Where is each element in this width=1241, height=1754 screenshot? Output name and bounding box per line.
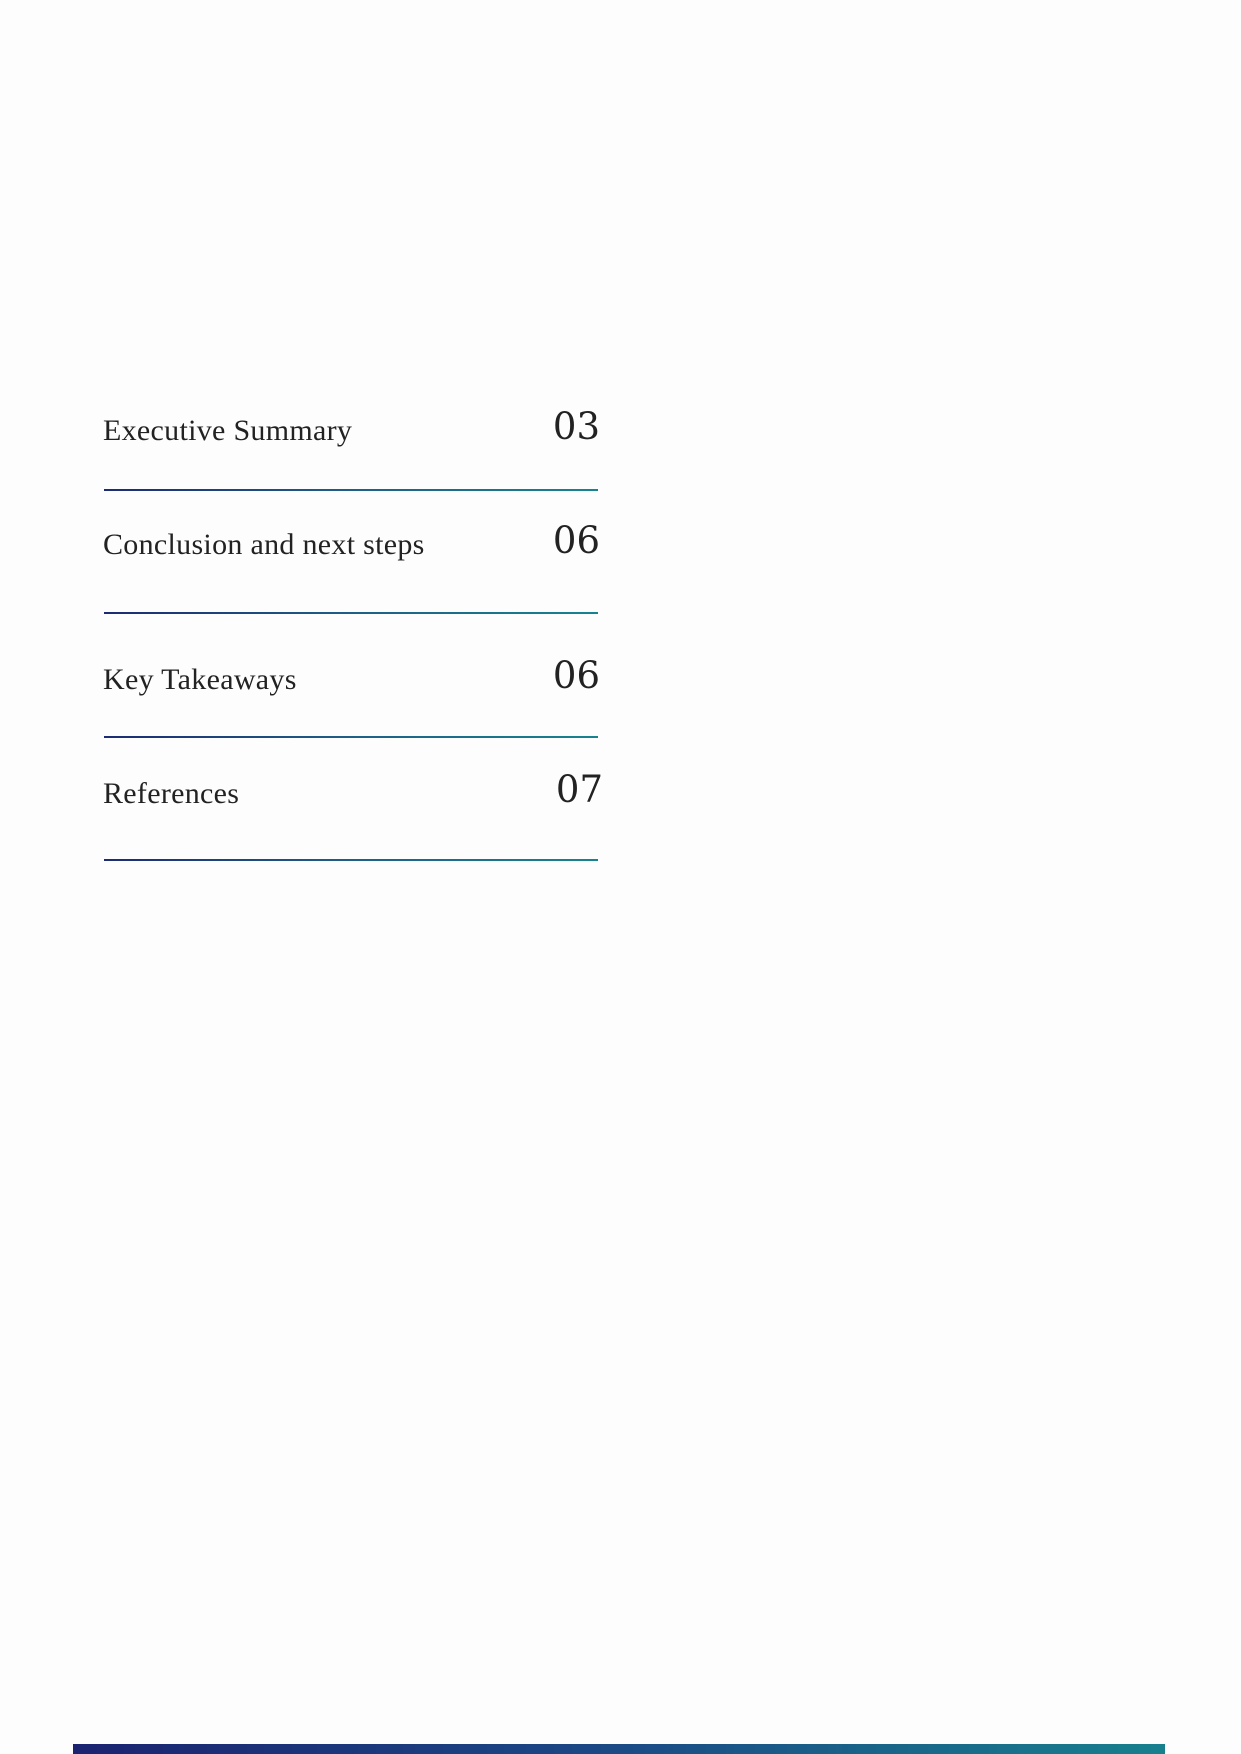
toc-entry-page-number: 07 bbox=[555, 768, 603, 811]
toc-entry-page-number: 03 bbox=[552, 405, 600, 448]
toc-entry-title: Key Takeaways bbox=[103, 663, 297, 696]
toc-entry-title: References bbox=[103, 777, 240, 810]
toc-entry[interactable] bbox=[103, 751, 603, 811]
toc-divider bbox=[104, 736, 598, 738]
toc-entry[interactable] bbox=[103, 502, 603, 562]
toc-entry[interactable] bbox=[103, 637, 603, 697]
footer-gradient-bar bbox=[73, 1744, 1165, 1754]
toc-entry-title: Executive Summary bbox=[103, 414, 353, 447]
toc-divider bbox=[104, 612, 598, 614]
toc-entry[interactable] bbox=[103, 388, 603, 448]
toc-divider bbox=[104, 859, 598, 861]
toc-entry-page-number: 06 bbox=[552, 519, 600, 562]
toc-entry-page-number: 06 bbox=[552, 654, 600, 697]
toc-entry-title: Conclusion and next steps bbox=[103, 528, 425, 561]
toc-divider bbox=[104, 489, 598, 491]
